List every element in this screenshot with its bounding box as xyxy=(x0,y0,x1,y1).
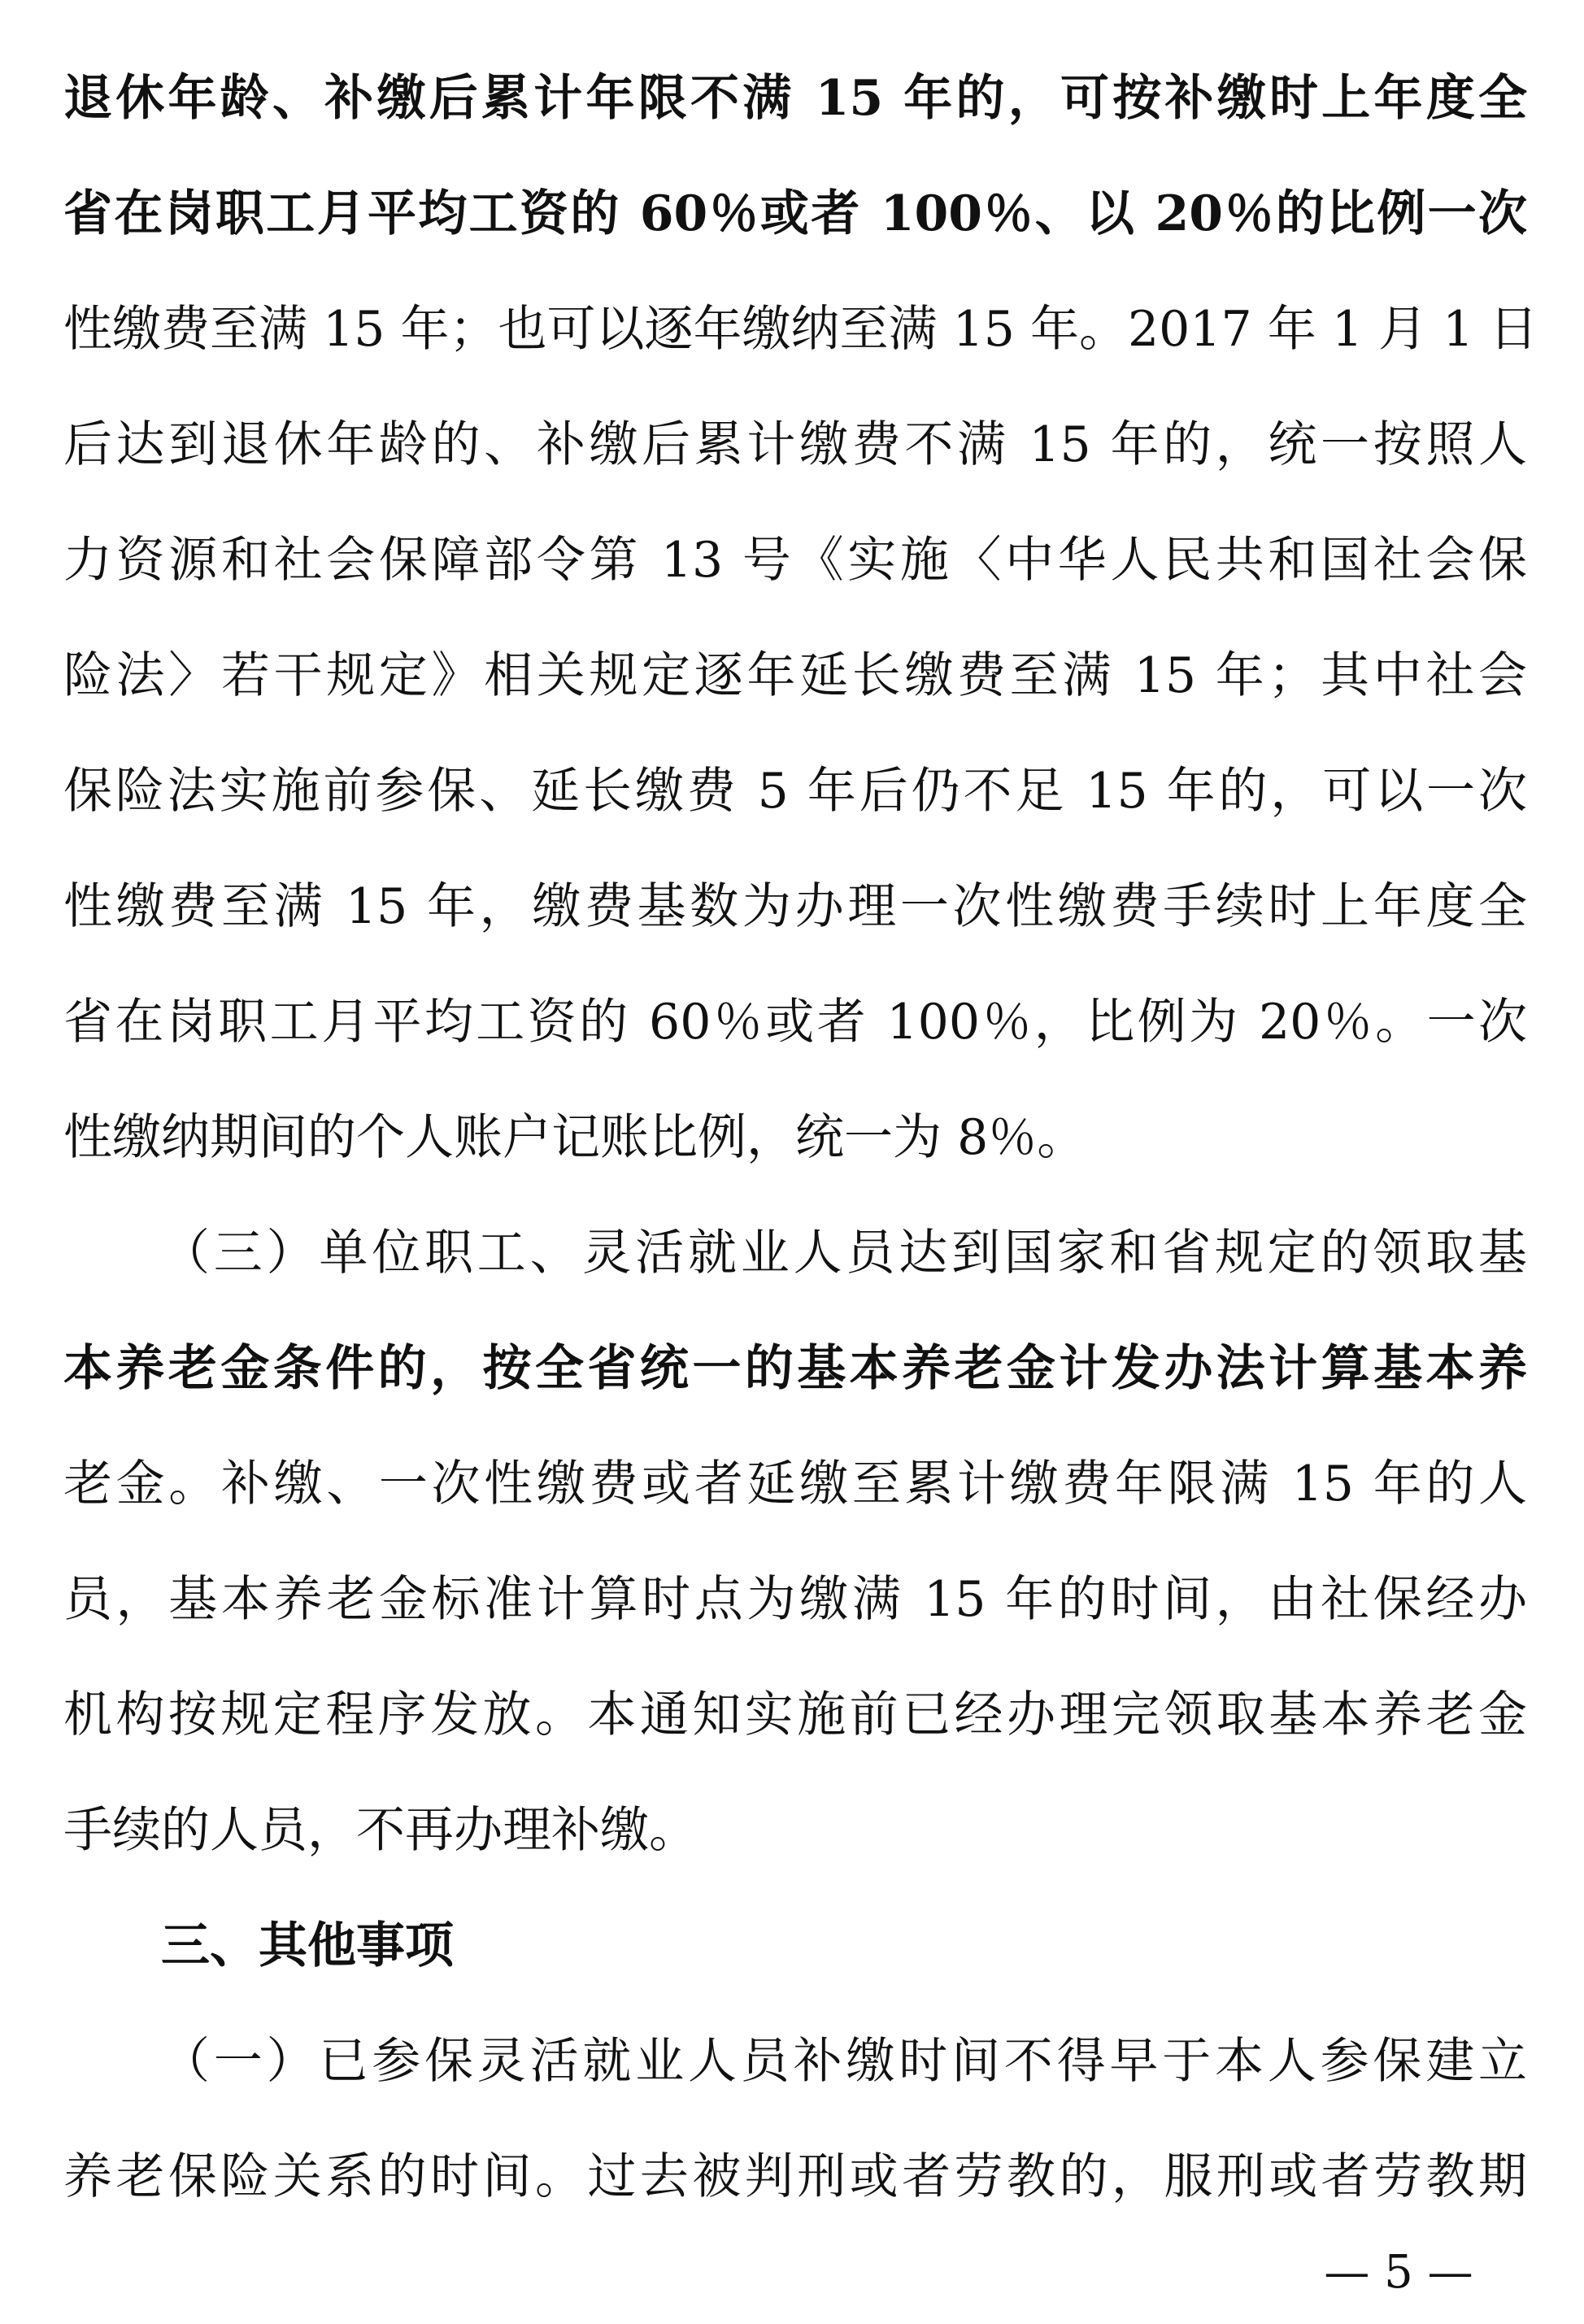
text-line: 机构按规定程序发放。本通知实施前已经办理完领取基本养老金 xyxy=(63,1686,1527,1743)
text-line: 后达到退休年龄的、补缴后累计缴费不满 15 年的，统一按照人 xyxy=(63,416,1527,473)
text-line: 保险法实施前参保、延长缴费 5 年后仍不足 15 年的，可以一次 xyxy=(63,763,1527,820)
paragraph-first-line: （一）已参保灵活就业人员补缴时间不得早于本人参保建立 xyxy=(161,2033,1527,2090)
text-line: 省在岗职工月平均工资的 60％或者 100％、以 20％的比例一次 xyxy=(63,185,1527,242)
document-page xyxy=(63,41,1538,2235)
paragraph-first-line: （三）单位职工、灵活就业人员达到国家和省规定的领取基 xyxy=(161,1225,1527,1282)
text-line: 手续的人员，不再办理补缴。 xyxy=(63,1802,698,1859)
text-line: 性缴纳期间的个人账户记账比例，统一为 8％。 xyxy=(63,1109,1086,1166)
text-line: 力资源和社会保障部令第 13 号《实施〈中华人民共和国社会保 xyxy=(63,532,1527,589)
text-line: 本养老金条件的，按全省统一的基本养老金计发办法计算基本养 xyxy=(63,1340,1527,1397)
text-line: 性缴费至满 15 年；也可以逐年缴纳至满 15 年。2017 年 1 月 1 日 xyxy=(63,301,1538,358)
text-line: 退休年龄、补缴后累计年限不满 15 年的，可按补缴时上年度全 xyxy=(63,70,1527,127)
text-line: 性缴费至满 15 年，缴费基数为办理一次性缴费手续时上年度全 xyxy=(63,878,1527,935)
text-line: 险法〉若干规定》相关规定逐年延长缴费至满 15 年；其中社会 xyxy=(63,647,1527,704)
page-number: — 5 — xyxy=(1324,2246,1473,2299)
text-line: 老金。补缴、一次性缴费或者延缴至累计缴费年限满 15 年的人 xyxy=(63,1456,1527,1512)
section-heading: 三、其他事项 xyxy=(161,1917,454,1974)
text-line: 养老保险关系的时间。过去被判刑或者劳教的，服刑或者劳教期 xyxy=(63,2148,1527,2205)
text-line: 员，基本养老金标准计算时点为缴满 15 年的时间，由社保经办 xyxy=(63,1571,1527,1628)
text-line: 省在岗职工月平均工资的 60％或者 100％，比例为 20％。一次 xyxy=(63,994,1527,1051)
